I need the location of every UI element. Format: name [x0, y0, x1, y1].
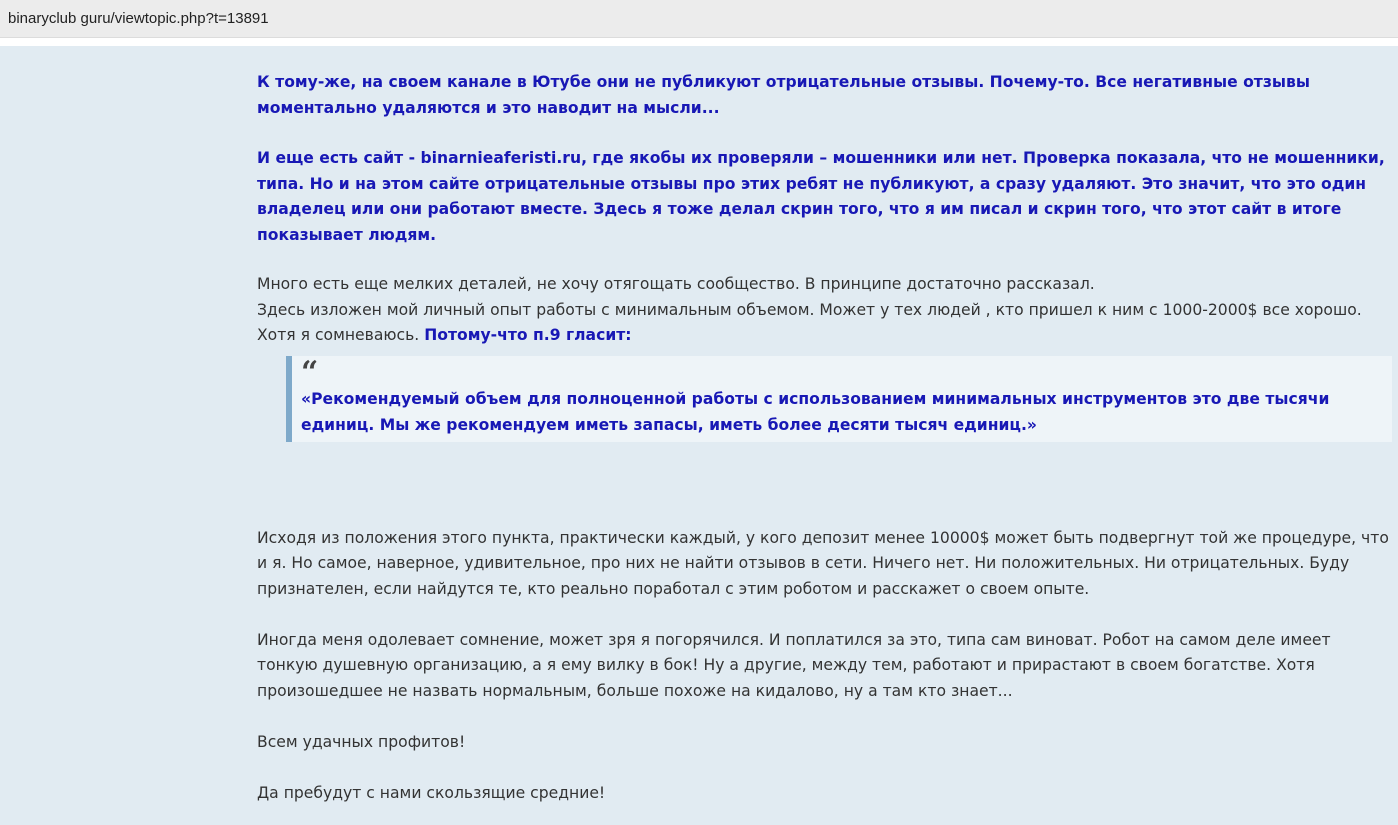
- post-bold-paragraph-2: И еще есть сайт - binarnieaferisti.ru, где якобы их проверяли – мошенники или нет. Проверка показала, что не мошенники, типа. Но и на этом сайте отрицательные отзывы про этих ребят не публикуют, а сразу удаляют. Это значит, что это один владелец или они работают вместе. Здесь я тоже делал скрин того, что я им писал и скрин того, что этот сайт в итоге показывает людям.: [257, 149, 1385, 244]
- post-bold-paragraph-1: К тому-же, на своем канале в Ютубе они не публикуют отрицательные отзывы. Почему-то. Все негативные отзывы моментально удаляются и это наводит на мысли...: [257, 73, 1310, 117]
- spacer: [257, 704, 1393, 730]
- post-line-details: Много есть еще мелких деталей, не хочу отягощать сообщество. В принципе достаточно рассказал.: [257, 275, 1095, 293]
- page-gap: [0, 38, 1398, 46]
- quote-text: «Рекомендуемый объем для полноценной работы с использованием минимальных инструментов это две тысячи единиц. Мы же рекомендуем иметь запасы, иметь более десяти тысяч единиц.»: [301, 389, 1330, 434]
- post-paragraph-doubt: Иногда меня одолевает сомнение, может зря я погорячился. И поплатился за это, типа сам виноват. Робот на самом деле имеет тонкую душевную организацию, а я ему вилку в бок! Ну а другие, между тем, работают и прирастают в своем богатстве. Хотя произошедшее не назвать нормальным, больше похоже на кидалово, ну а там кто знает...: [257, 630, 1331, 700]
- post-line-farewell: Да пребудут с нами скользящие средние!: [257, 783, 606, 802]
- address-bar[interactable]: [0, 0, 1398, 38]
- spacer: [257, 248, 1393, 272]
- spacer: [257, 755, 1393, 781]
- spacer: [257, 602, 1393, 628]
- post-paragraph-conclusion: Исходя из положения этого пункта, практически каждый, у кого депозит менее 10000$ может быть подвергнут той же процедуре, что и я. Но самое, наверное, удивительное, про них не найти отзывов в сети. Ничего нет. Ни положительных. Ни отрицательных. Буду признателен, если найдутся те, кто реально поработал с этим роботом и расскажет о своем опыте.: [257, 528, 1389, 598]
- post-line-experience-bold: Потому-что п.9 гласит:: [424, 326, 632, 344]
- url-text[interactable]: binaryclub guru/viewtopic.php?t=13891: [8, 10, 269, 27]
- post-content: [257, 70, 1393, 806]
- post-line-experience: [257, 298, 1393, 349]
- quote-mark-icon: “: [301, 354, 316, 390]
- blockquote: [286, 356, 1392, 442]
- forum-post: [0, 46, 1398, 825]
- post-line-profits: Всем удачных профитов!: [257, 732, 466, 751]
- post-line-experience-text: Здесь изложен мой личный опыт работы с минимальным объемом. Может у тех людей , кто пришел к ним с 1000-2000$ все хорошо. Хотя я сомневаюсь.: [257, 300, 1362, 344]
- spacer: [257, 121, 1393, 146]
- spacer: [257, 442, 1393, 526]
